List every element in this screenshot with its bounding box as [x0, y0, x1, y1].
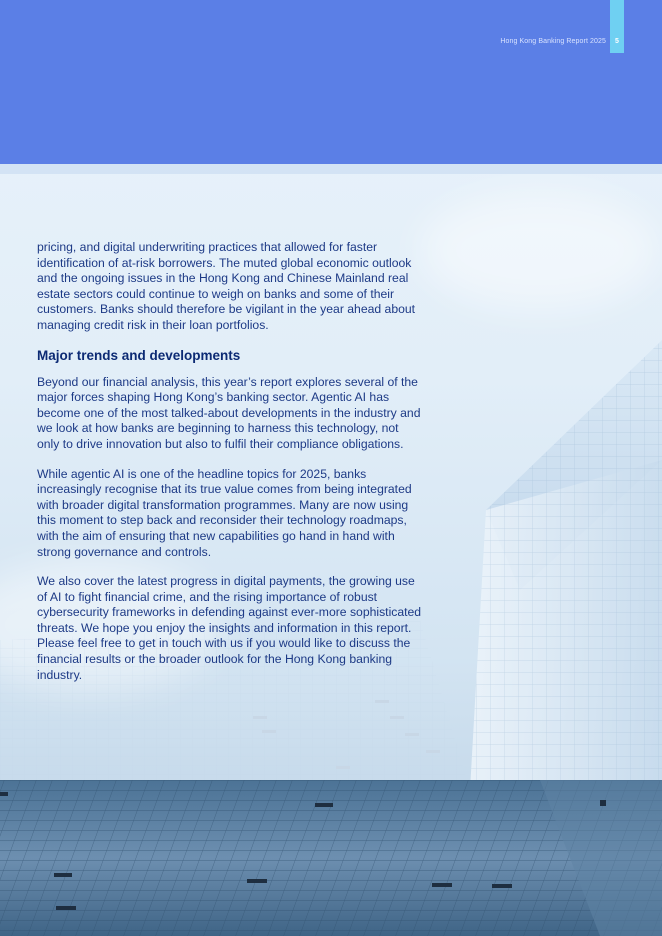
article-body	[37, 240, 423, 697]
paragraph: We also cover the latest progress in digital payments, the growing use of AI to fight financial crime, and the rising importance of robust cybersecurity frameworks in defending against ever-more sophisticated threats. We hope you enjoy the insights and information in this report. Please feel free to get in touch with us if you would like to discuss the financial results or the broader outlook for the Hong Kong banking industry.	[37, 574, 422, 682]
page-number: 5	[615, 38, 619, 45]
header-divider	[0, 164, 662, 174]
paragraph: pricing, and digital underwriting practices that allowed for faster identification of at-risk borrowers. The muted global economic outlook and the ongoing issues in the Hong Kong and Chinese Mainland real estate sectors could continue to weigh on banks and some of their customers. Banks should therefore be vigilant in the year ahead about managing credit risk in their loan portfolios.	[37, 240, 416, 332]
paragraph: Beyond our financial analysis, this year’s report explores several of the major forces shaping Hong Kong’s banking sector. Agentic AI has become one of the most talked-about developments in the industry and we look at how banks are beginning to harness this technology, not only to drive innovation but also to fulfil their compliance obligations.	[37, 374, 421, 451]
page-number-tab	[610, 0, 624, 53]
section-heading: Major trends and developments	[37, 347, 241, 363]
header-banner	[0, 0, 662, 164]
paragraph: While agentic AI is one of the headline topics for 2025, banks increasingly recognise that its true value comes from being integrated with broader digital transformation programmes. Many are now using this moment to step back and reconsider their technology roadmaps, with the aim of ensuring that new capabilities go hand in hand with strong governance and controls.	[37, 466, 412, 559]
report-title: Hong Kong Banking Report 2025	[500, 38, 606, 45]
